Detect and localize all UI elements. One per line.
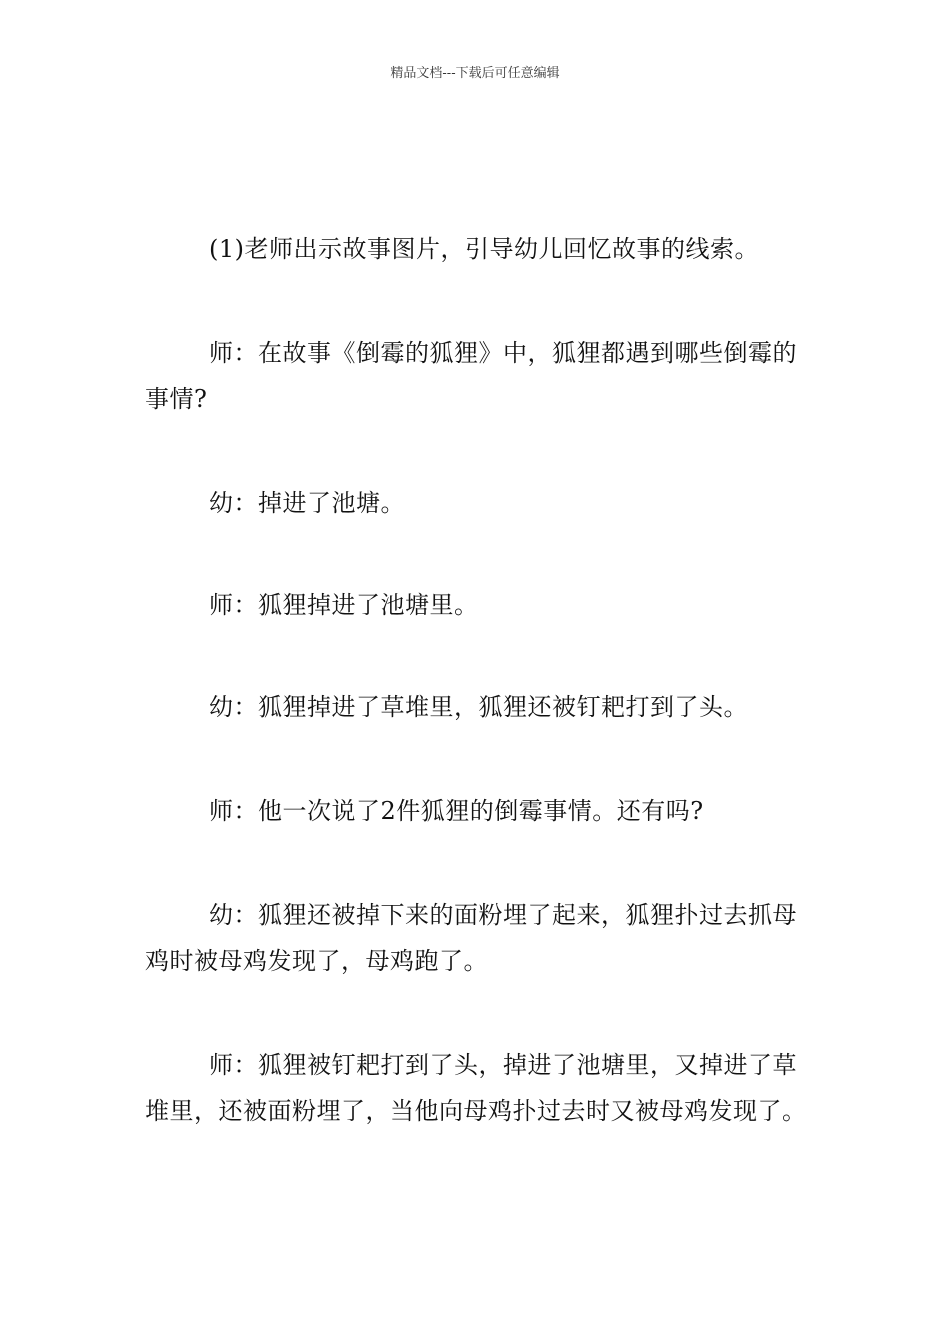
paragraph-child-answer-3: 幼：狐狸还被掉下来的面粉埋了起来，狐狸扑过去抓母鸡时被母鸡发现了，母鸡跑了。 [145, 901, 797, 975]
paragraph-teacher-summary: 师：狐狸被钉耙打到了头，掉进了池塘里，又掉进了草堆里，还被面粉埋了，当他向母鸡扑过去时又被母鸡发现了。 [145, 1051, 807, 1125]
paragraph-child-answer-2: 幼：狐狸掉进了草堆里，狐狸还被钉耙打到了头。 [209, 693, 748, 721]
paragraph-intro: (1)老师出示故事图片，引导幼儿回忆故事的线索。 [209, 235, 759, 263]
paragraph-teacher-reply-2: 师：他一次说了2件狐狸的倒霉事情。还有吗? [209, 797, 704, 825]
paragraph-teacher-reply-1: 师：狐狸掉进了池塘里。 [209, 591, 479, 619]
page-header: 精品文档---下载后可任意编辑 [390, 66, 560, 81]
paragraph-teacher-question: 师：在故事《倒霉的狐狸》中，狐狸都遇到哪些倒霉的事情? [145, 339, 797, 413]
document-body [145, 226, 807, 1134]
paragraph-child-answer-1: 幼：掉进了池塘。 [209, 489, 405, 517]
